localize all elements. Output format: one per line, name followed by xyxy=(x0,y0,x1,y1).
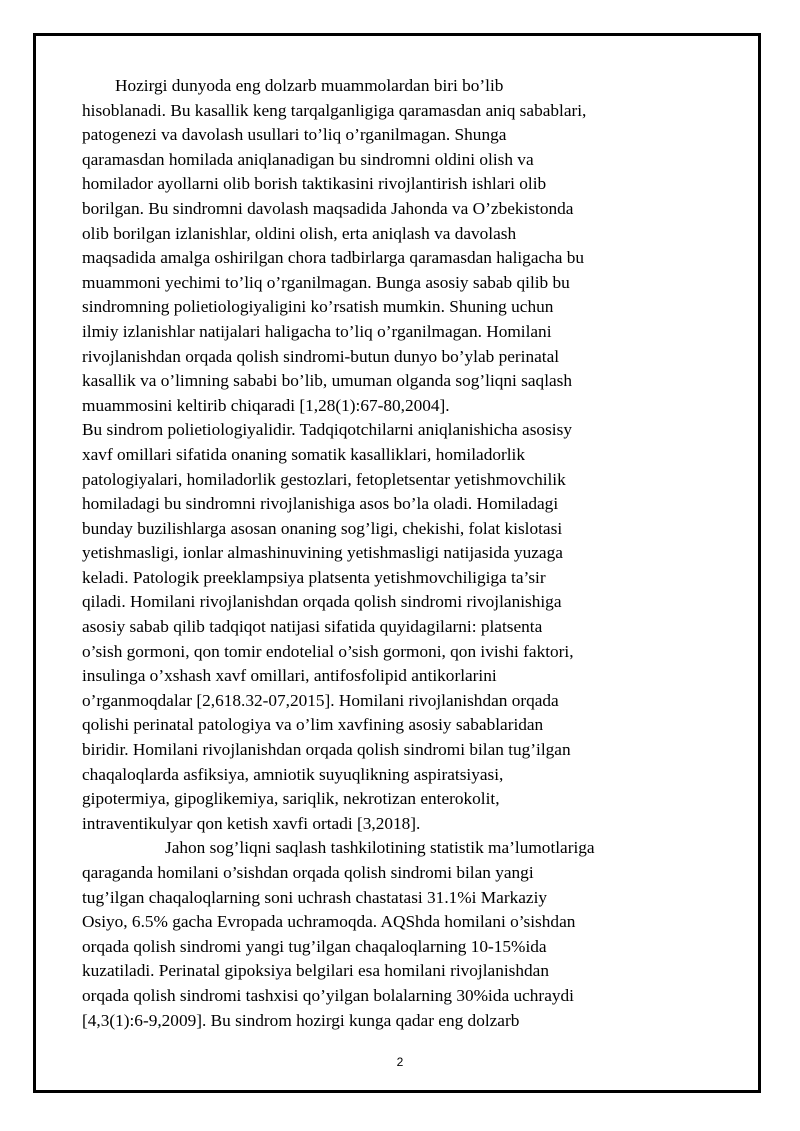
text-line: Bu sindrom polietiologiyalidir. Tadqiqotchilarni aniqlanishicha asosisy xyxy=(82,420,572,440)
text-line: chaqaloqlarda asfiksiya, amniotik suyuqlikning aspiratsiyasi, xyxy=(82,764,504,784)
text-line: borilgan. Bu sindromni davolash maqsadida Jahonda va O’zbekistonda xyxy=(82,198,574,218)
text-line: maqsadida amalga oshirilgan chora tadbirlarga qaramasdan haligacha bu xyxy=(82,248,585,268)
text-line: kuzatiladi. Perinatal gipoksiya belgilari esa homilani rivojlanishdan xyxy=(82,961,549,981)
text-line: qiladi. Homilani rivojlanishdan orqada qolish sindromi rivojlanishiga xyxy=(82,592,562,612)
text-line: orqada qolish sindromi yangi tug’ilgan chaqaloqlarning 10-15%ida xyxy=(82,936,547,956)
text-line: rivojlanishdan orqada qolish sindromi-butun dunyo bo’ylab perinatal xyxy=(82,346,560,366)
text-line: orqada qolish sindromi tashxisi qo’yilgan bolalarning 30%ida uchraydi xyxy=(82,985,574,1005)
text-line: [4,3(1):6-9,2009]. Bu sindrom hozirgi kunga qadar eng dolzarb xyxy=(82,1010,520,1030)
text-line: homilador ayollarni olib borish taktikasini rivojlantirish ishlari olib xyxy=(82,174,547,194)
text-line: kasallik va o’limning sababi bo’lib, umuman olganda sog’liqni saqlash xyxy=(82,371,573,391)
text-line: muammoni yechimi to’liq o’rganilmagan. Bunga asosiy sabab qilib bu xyxy=(82,272,570,292)
text-line: gipotermiya, gipoglikemiya, sariqlik, nekrotizan enterokolit, xyxy=(82,789,500,809)
text-line: qaraganda homilani o’sishdan orqada qolish sindromi bilan yangi xyxy=(82,863,534,882)
text-line: muammosini keltirib chiqaradi [1,28(1):67-80,2004]. xyxy=(82,395,450,415)
text-line: Hozirgi dunyoda eng dolzarb muammolardan biri bo’lib xyxy=(115,76,504,95)
text-line: xavf omillari sifatida onaning somatik kasalliklari, homiladorlik xyxy=(82,444,525,464)
text-line: tug’ilgan chaqaloqlarning soni uchrash chastatasi 31.1%i Markaziy xyxy=(82,887,548,907)
text-line: sindromning polietiologiyaligini ko’rsatish mumkin. Shuning uchun xyxy=(82,297,554,317)
text-line: asosiy sabab qilib tadqiqot natijasi sifatida quyidagilarni: platsenta xyxy=(82,617,543,637)
text-line: o’rganmoqdalar [2,618.32-07,2015]. Homilani rivojlanishdan orqada xyxy=(82,690,559,710)
text-line: patologiyalari, homiladorlik gestozlari, fetopletsentar yetishmovchilik xyxy=(82,469,566,489)
document-body xyxy=(82,74,750,1033)
text-line: keladi. Patologik preeklampsiya platsenta yetishmovchiligiga ta’sir xyxy=(82,567,546,587)
text-line: qolishi perinatal patologiya va o’lim xavfining asosiy sabablaridan xyxy=(82,715,544,735)
text-line: ilmiy izlanishlar natijalari haligacha to’liq o’rganilmagan. Homilani xyxy=(82,321,552,341)
text-line: Osiyo, 6.5% gacha Evropada uchramoqda. AQShda homilani o’sishdan xyxy=(82,912,576,932)
text-line: biridir. Homilani rivojlanishdan orqada qolish sindromi bilan tug’ilgan xyxy=(82,740,571,760)
text-line: qaramasdan homilada aniqlanadigan bu sindromni oldini olish va xyxy=(82,149,534,169)
text-line: patogenezi va davolash usullari to’liq o’rganilmagan. Shunga xyxy=(82,125,507,145)
text-line: bunday buzilishlarga asosan onaning sog’ligi, chekishi, folat kislotasi xyxy=(82,518,563,538)
text-line: homiladagi bu sindromni rivojlanishiga asos bo’la oladi. Homiladagi xyxy=(82,494,559,514)
text-line: o’sish gormoni, qon tomir endotelial o’sish gormoni, qon ivishi faktori, xyxy=(82,641,574,661)
text-line: intraventikulyar qon ketish xavfi ortadi [3,2018]. xyxy=(82,813,421,833)
text-line: yetishmasligi, ionlar almashinuvining yetishmasligi natijasida yuzaga xyxy=(82,543,563,563)
text-line: Jahon sog’liqni saqlash tashkilotining statistik ma’lumotlariga xyxy=(165,838,595,858)
text-line: olib borilgan izlanishlar, oldini olish, erta aniqlash va davolash xyxy=(82,223,517,243)
text-line: hisoblanadi. Bu kasallik keng tarqalganligiga qaramasdan aniq sabablari, xyxy=(82,100,587,120)
text-line: insulinga o’xshash xavf omillari, antifosfolipid antikorlarini xyxy=(82,666,497,686)
page-number: 2 xyxy=(396,1055,404,1069)
